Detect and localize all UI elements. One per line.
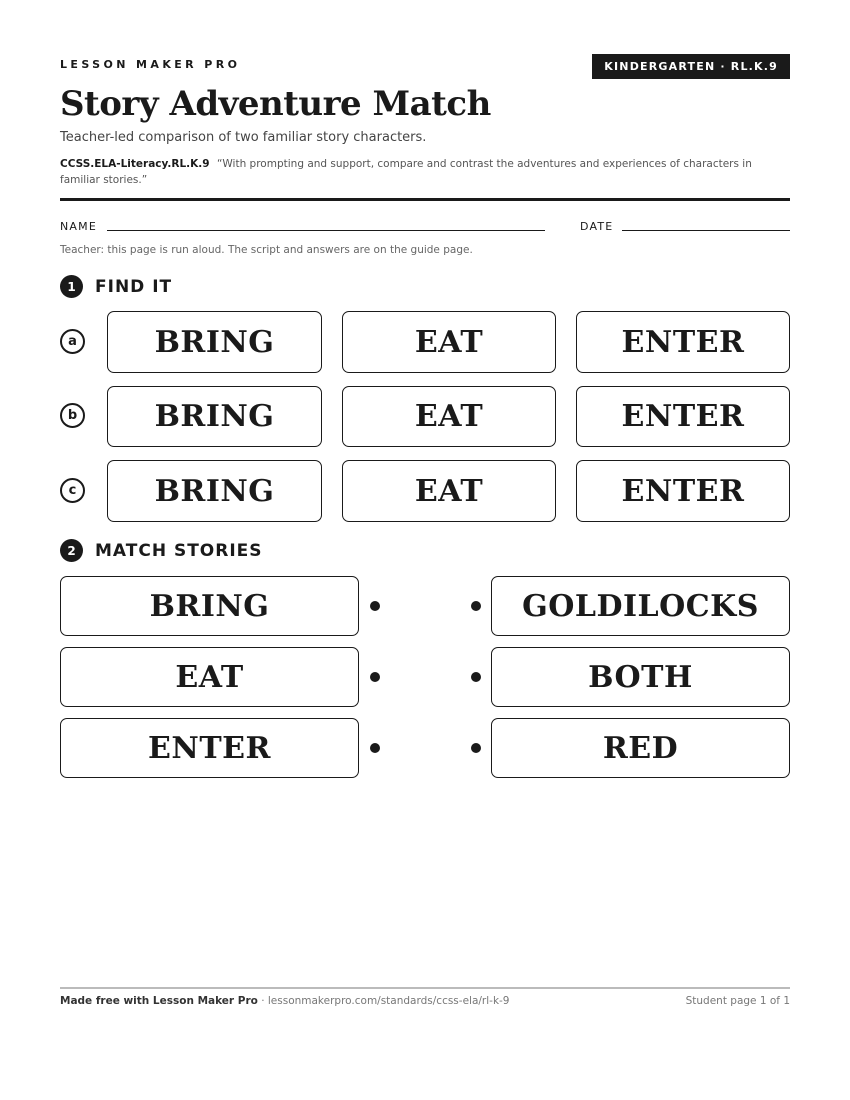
footer-divider — [60, 987, 790, 989]
brand-name: LESSON MAKER PRO — [60, 58, 241, 71]
match-left-card[interactable]: BRING — [60, 576, 359, 636]
word-card-bring[interactable]: BRING — [107, 386, 322, 447]
grade-badge: KINDERGARTEN · RL.K.9 — [592, 54, 790, 79]
footer-credit — [60, 995, 510, 1007]
match-right-dot[interactable] — [471, 601, 481, 611]
word-card-eat[interactable]: EAT — [342, 311, 556, 373]
match-right-dot[interactable] — [471, 743, 481, 753]
word-card-bring[interactable]: BRING — [107, 460, 322, 522]
section-number-badge: 2 — [60, 539, 83, 562]
word-card-enter[interactable]: ENTER — [576, 386, 790, 447]
section-find-it-header — [60, 275, 790, 299]
match-right-card[interactable]: RED — [491, 718, 790, 778]
footer-made-with: Made free with Lesson Maker Pro — [60, 995, 258, 1007]
word-card-eat[interactable]: EAT — [342, 460, 556, 522]
match-left-dot[interactable] — [370, 743, 380, 753]
header-divider — [60, 198, 790, 201]
match-right-dot[interactable] — [471, 672, 481, 682]
name-field[interactable] — [107, 230, 545, 231]
date-label: DATE — [580, 220, 614, 233]
name-label: NAME — [60, 220, 97, 233]
teacher-note: Teacher: this page is run aloud. The script and answers are on the guide page. — [60, 244, 473, 256]
section-number-badge: 1 — [60, 275, 83, 298]
footer-separator: · — [257, 995, 268, 1007]
section-title: MATCH STORIES — [95, 541, 275, 561]
page-subtitle: Teacher-led comparison of two familiar story characters. — [60, 130, 427, 145]
match-left-card[interactable]: ENTER — [60, 718, 359, 778]
standard-text: “With prompting and support, compare and contrast the adventures and experiences of characters in familiar stories.” — [60, 158, 752, 186]
word-card-eat[interactable]: EAT — [342, 386, 556, 447]
word-card-enter[interactable]: ENTER — [576, 460, 790, 522]
row-marker-c: c — [60, 478, 85, 503]
match-left-dot[interactable] — [370, 672, 380, 682]
page-title: Story Adventure Match — [60, 84, 491, 124]
footer-url-link[interactable]: lessonmakerpro.com/standards/ccss-ela/rl-k-9 — [267, 995, 510, 1007]
footer-page-info: Student page 1 of 1 — [685, 995, 790, 1007]
section-title: FIND IT — [95, 277, 184, 297]
standard-code: CCSS.ELA-Literacy.RL.K.9 — [60, 158, 210, 170]
match-right-card[interactable]: BOTH — [491, 647, 790, 707]
worksheet-page — [60, 0, 790, 1100]
standard-description — [60, 156, 790, 188]
row-marker-a: a — [60, 329, 85, 354]
word-card-bring[interactable]: BRING — [107, 311, 322, 373]
date-field[interactable] — [622, 230, 790, 231]
word-card-enter[interactable]: ENTER — [576, 311, 790, 373]
match-right-card[interactable]: GOLDILOCKS — [491, 576, 790, 636]
match-left-dot[interactable] — [370, 601, 380, 611]
row-marker-b: b — [60, 403, 85, 428]
section-match-stories-header — [60, 539, 790, 563]
match-left-card[interactable]: EAT — [60, 647, 359, 707]
